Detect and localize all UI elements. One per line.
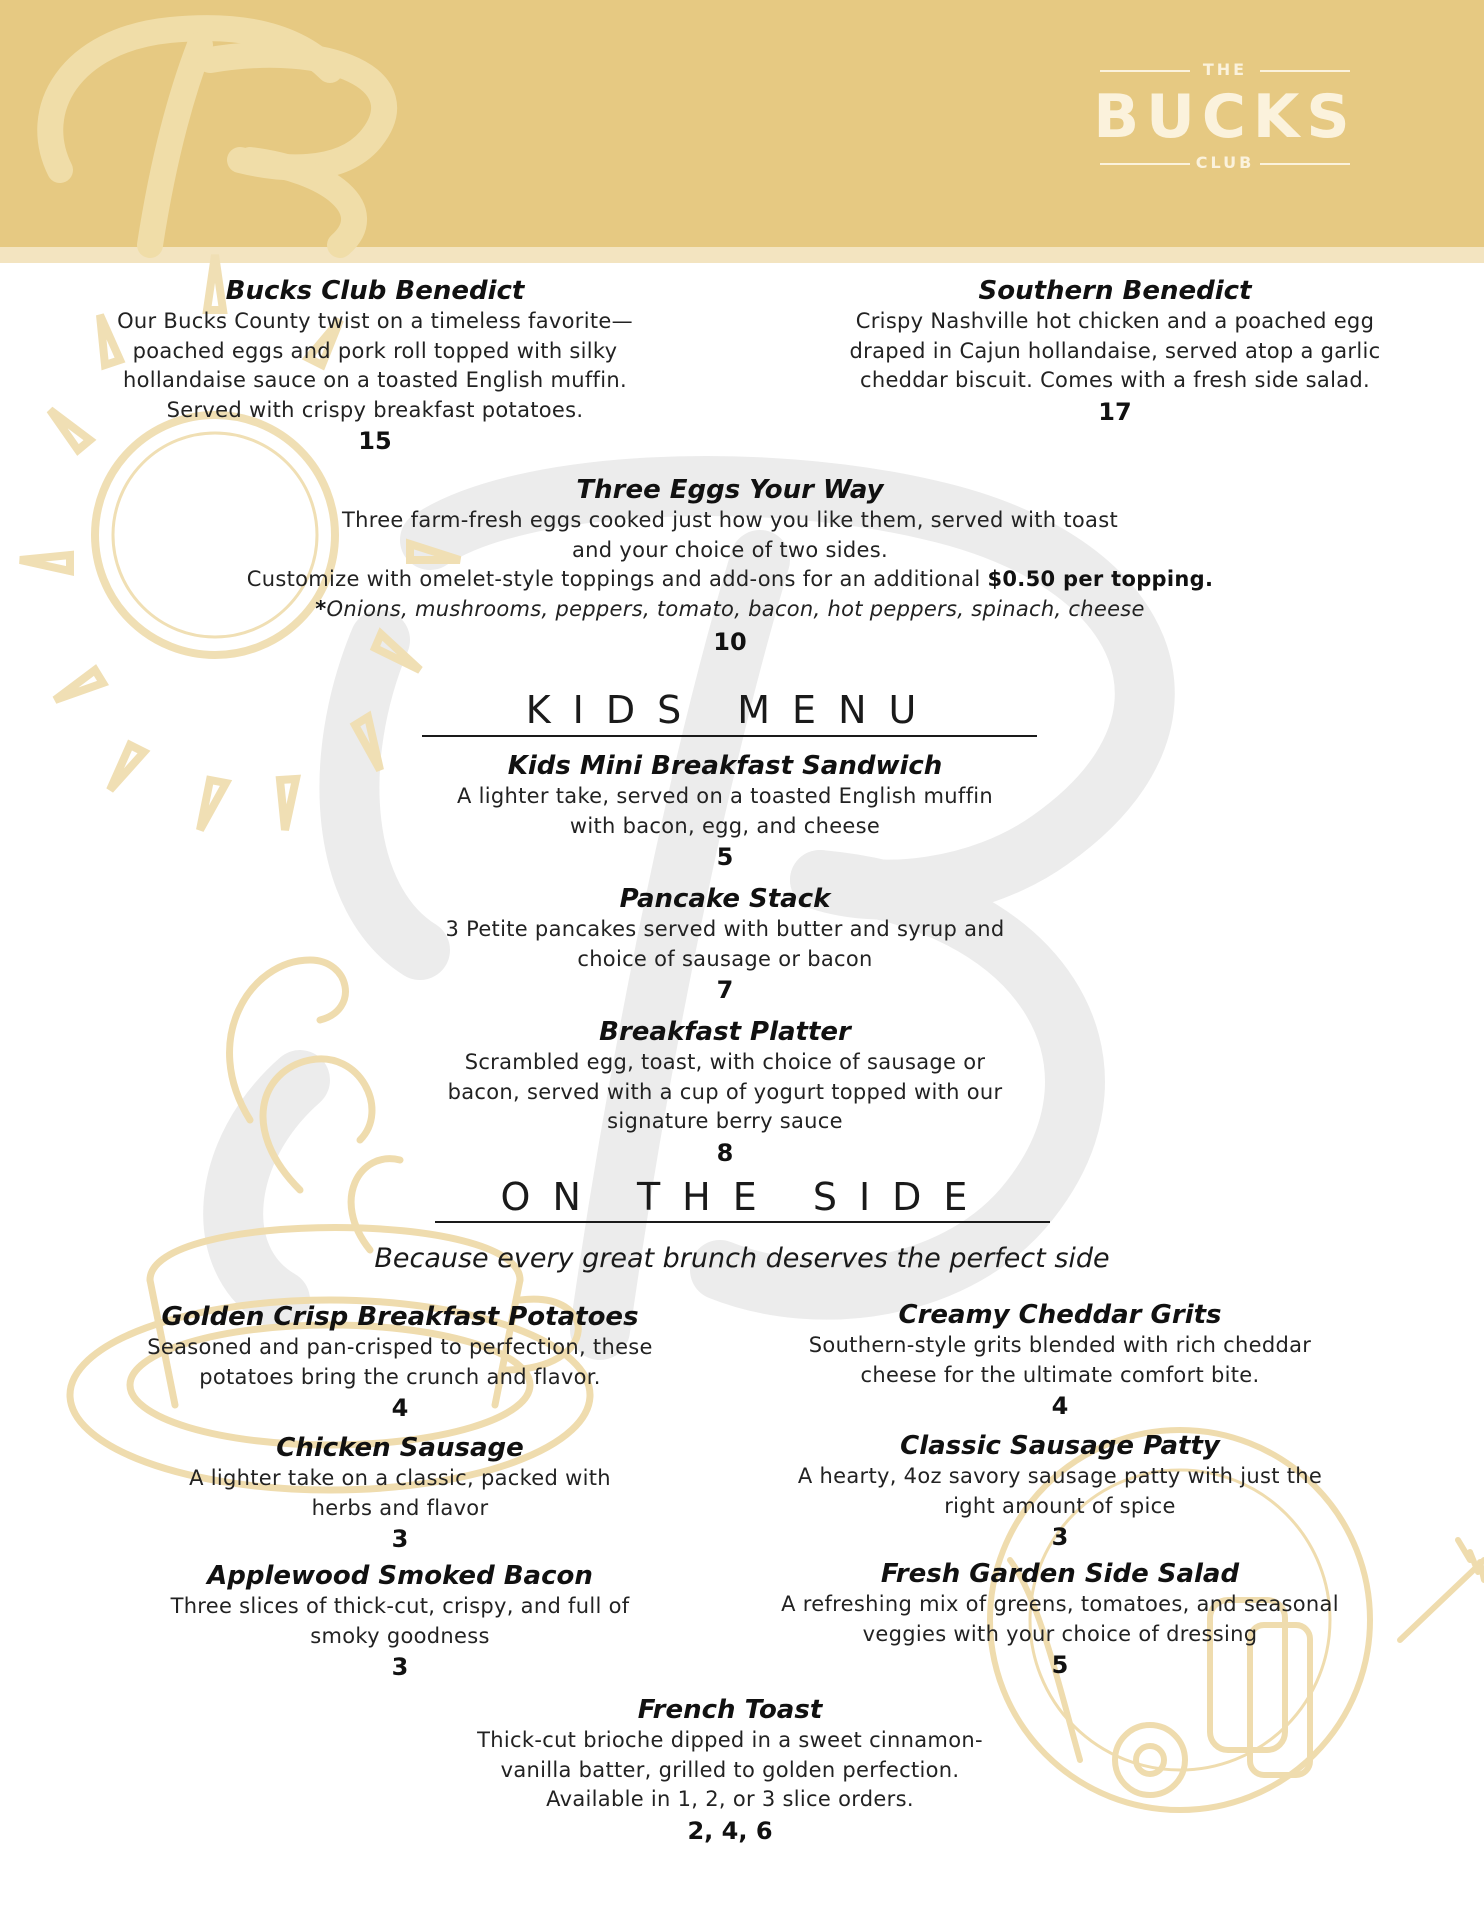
item-price: 3 [391,1653,409,1681]
item-desc-line: cheese for the ultimate comfort bite. [860,1362,1260,1387]
customize-text: Customize with omelet-style toppings and add-ons for an additional [246,567,988,591]
kids-menu-rule [422,735,1037,737]
item-title: Breakfast Platter [599,1017,851,1047]
item-title: Applewood Smoked Bacon [207,1561,593,1591]
item-price: 17 [1098,397,1132,426]
item-desc-line: Scrambled egg, toast, with choice of sausage or [464,1050,986,1074]
bucks-club-logo [1090,56,1360,176]
toppings-list: Onions, mushrooms, peppers, tomato, bacon, hot peppers, spinach, cheese [326,596,1145,621]
item-desc-line: with bacon, egg, and cheese [569,813,881,838]
menu-item-three-eggs-your-way [140,474,1320,658]
item-price: 8 [716,1138,734,1167]
item-title: Pancake Stack [619,884,831,914]
item-desc-line: A hearty, 4oz savory sausage patty with just the [797,1464,1323,1488]
item-desc-line: potatoes bring the crunch and flavor. [199,1364,601,1389]
item-desc-line: veggies with your choice of dressing [862,1621,1258,1646]
item-desc-line: right amount of spice [944,1493,1176,1518]
item-title: Southern Benedict [978,276,1252,306]
item-title: Three Eggs Your Way [576,475,884,505]
logo-the: THE [1202,60,1248,79]
item-title: Golden Crisp Breakfast Potatoes [161,1302,639,1332]
item-desc-line: A lighter take on a classic, packed with [189,1466,611,1490]
item-title: Bucks Club Benedict [225,276,525,306]
logo-wordmark: BUCKS [1093,82,1357,152]
item-price: 3 [391,1525,409,1553]
item-price: 3 [1051,1523,1069,1551]
item-desc-line: Our Bucks County twist on a timeless favorite— [117,309,633,333]
item-desc-line: Served with crispy breakfast potatoes. [166,397,584,422]
item-desc-line: cheddar biscuit. Comes with a fresh side salad. [860,368,1370,392]
item-desc-line: Thick-cut brioche dipped in a sweet cinnamon- [477,1728,983,1752]
menu-item-fresh-garden-side-salad [740,1558,1380,1681]
menu-item-chicken-sausage [80,1432,720,1555]
item-price: 15 [358,427,392,455]
sides-tagline: Because every great brunch deserves the perfect side [374,1243,1110,1274]
item-price: 4 [391,1394,409,1422]
item-desc-line: poached eggs and pork roll topped with silky [132,338,618,363]
item-desc-line: Three farm-fresh eggs cooked just how you like them, served with toast [342,508,1118,532]
menu-item-breakfast-platter [400,1016,1050,1169]
item-desc-line: Available in 1, 2, or 3 slice orders. [546,1787,914,1811]
header-strip [0,247,1484,263]
item-title: Chicken Sausage [276,1433,524,1463]
item-title: French Toast [637,1695,823,1725]
menu-item-southern-benedict [790,275,1440,428]
logo-club: CLUB [1195,153,1255,172]
item-desc-line: herbs and flavor [311,1495,489,1520]
item-title: Fresh Garden Side Salad [880,1559,1240,1589]
steam-swirl-icon [230,960,400,1250]
item-desc-line: 3 Petite pancakes served with butter and syrup and [445,917,1005,941]
item-price: 4 [1051,1392,1069,1420]
kids-menu-heading: KIDS MENU [525,688,939,732]
item-title: Classic Sausage Patty [900,1431,1220,1461]
item-desc-line: draped in Cajun hollandaise, served atop a garlic [849,338,1381,363]
menu-item-classic-sausage-patty [740,1430,1380,1553]
menu-item-kids-mini-breakfast-sandwich [400,750,1050,873]
item-desc-line: and your choice of two sides. [572,537,888,562]
item-desc-line: signature berry sauce [607,1109,843,1133]
item-desc-line: hollandaise sauce on a toasted English muffin. [123,368,627,392]
toppings-mark: * [315,596,327,621]
item-desc-line: smoky goodness [310,1623,490,1648]
item-price: 2, 4, 6 [687,1816,773,1845]
item-desc-line: Southern-style grits blended with rich cheddar [808,1333,1312,1357]
item-title: Kids Mini Breakfast Sandwich [507,751,943,781]
item-desc-line: choice of sausage or bacon [577,946,873,971]
item-customize-line [140,565,1320,595]
item-price: 7 [716,976,734,1004]
item-price: 10 [713,628,747,656]
menu-item-creamy-cheddar-grits [740,1299,1380,1422]
item-toppings-line [140,595,1320,625]
on-the-side-heading: ON THE SIDE [500,1175,990,1219]
item-desc-line: Crispy Nashville hot chicken and a poached egg [855,309,1375,333]
menu-item-golden-crisp-breakfast-potatoes [80,1301,720,1424]
menu-item-bucks-club-benedict [60,275,690,457]
menu-item-pancake-stack [400,883,1050,1006]
item-price: 5 [716,843,734,871]
item-desc-line: Seasoned and pan-crisped to perfection, these [147,1335,653,1359]
item-desc-line: Three slices of thick-cut, crispy, and full of [170,1594,630,1618]
item-desc-line: vanilla batter, grilled to golden perfection. [500,1757,960,1782]
menu-item-french-toast [400,1694,1060,1847]
item-desc-line: bacon, served with a cup of yogurt topped with our [447,1079,1003,1104]
on-the-side-rule [435,1221,1050,1223]
item-price: 5 [1051,1651,1069,1679]
customize-price: $0.50 per topping. [987,567,1214,591]
item-desc-line: A refreshing mix of greens, tomatoes, and seasonal [781,1592,1339,1616]
item-desc-line: A lighter take, served on a toasted English muffin [456,784,994,808]
item-title: Creamy Cheddar Grits [898,1300,1222,1330]
menu-item-applewood-smoked-bacon [80,1560,720,1683]
